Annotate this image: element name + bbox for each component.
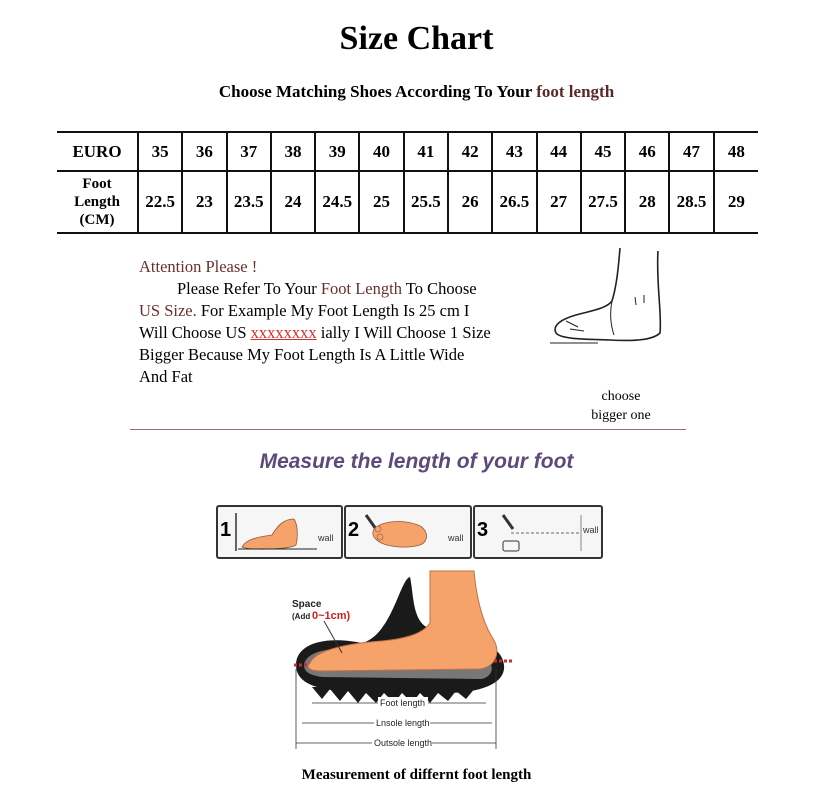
foot-length-cell: 24.5: [315, 171, 359, 233]
euro-size-cell: 36: [182, 132, 226, 171]
foot-length-cell: 23: [182, 171, 226, 233]
foot-length-cell: 25.5: [404, 171, 448, 233]
foot-length-cell: 24: [271, 171, 315, 233]
text-span-redacted: xxxxxxxx: [250, 323, 317, 342]
wall-label: wall: [318, 533, 334, 543]
foot-length-cell: 27: [537, 171, 581, 233]
foot-length-cell: 28: [625, 171, 669, 233]
foot-length-cell: 22.5: [138, 171, 182, 233]
row-label-line: Foot: [82, 176, 112, 192]
euro-size-cell: 41: [404, 132, 448, 171]
step-number: 3: [477, 519, 489, 541]
euro-size-cell: 35: [138, 132, 182, 171]
diagram-caption: Measurement of differnt foot length: [301, 767, 532, 783]
euro-size-cell: 44: [537, 132, 581, 171]
row-label-line: Length: [74, 194, 120, 210]
foot-length-cell: 23.5: [227, 171, 271, 233]
euro-size-cell: 47: [669, 132, 713, 171]
attention-line: [139, 322, 549, 344]
foot-length-cell: 27.5: [581, 171, 625, 233]
attention-line: [139, 278, 549, 300]
foot-length-cell: 28.5: [669, 171, 713, 233]
step-3-box: [473, 505, 603, 559]
foot-length-label: Foot length: [380, 698, 426, 708]
step-1-foot-icon: [232, 511, 322, 553]
foot-length-cell: 26: [448, 171, 492, 233]
row-label-line: (CM): [79, 212, 115, 228]
text-span: ially I Will Choose 1 Size: [316, 323, 491, 342]
foot-length-cell: 26.5: [492, 171, 536, 233]
euro-size-cell: 48: [714, 132, 758, 171]
page-title: Size Chart: [339, 20, 494, 57]
attention-line: [139, 300, 549, 322]
step-number: 2: [348, 519, 360, 541]
size-table: [57, 131, 758, 234]
euro-size-cell: 39: [315, 132, 359, 171]
attention-title: Attention Please !: [139, 257, 258, 276]
space-add-label: (Add: [292, 612, 311, 621]
space-range-label: 0~1cm): [312, 610, 351, 622]
text-span: For Example My Foot Length Is 25 cm I: [196, 301, 470, 320]
euro-size-cell: 46: [625, 132, 669, 171]
attention-line: And Fat: [139, 367, 193, 386]
step-number: 1: [220, 519, 232, 541]
text-span-highlight: Foot Length: [320, 279, 402, 298]
euro-size-cell: 40: [359, 132, 403, 171]
text-span: Please Refer To Your: [177, 279, 321, 298]
foot-sketch-illustration: [540, 243, 670, 363]
row-label-foot-length: [57, 171, 138, 233]
wall-label: wall: [583, 525, 599, 535]
table-row-euro: [57, 132, 758, 171]
text-span: Will Choose US: [139, 323, 251, 342]
wall-label: wall: [448, 533, 464, 543]
step-2-box: [344, 505, 472, 559]
table-row-foot-length: [57, 171, 758, 233]
step-2-foot-icon: [362, 511, 442, 553]
page-subtitle: [0, 82, 833, 102]
subtitle-highlight: foot length: [536, 82, 615, 101]
step-3-paper-icon: [491, 511, 591, 553]
text-span: To Choose: [401, 279, 477, 298]
euro-size-cell: 38: [271, 132, 315, 171]
euro-size-cell: 43: [492, 132, 536, 171]
divider: [130, 429, 686, 430]
note-line: bigger one: [591, 408, 651, 423]
shoe-measurement-diagram: [282, 565, 532, 755]
choose-bigger-note: [585, 387, 657, 425]
attention-note: [139, 256, 549, 388]
euro-size-cell: 42: [448, 132, 492, 171]
measure-heading: Measure the length of your foot: [259, 450, 574, 473]
foot-length-cell: 29: [714, 171, 758, 233]
outsole-length-label: Outsole length: [374, 738, 433, 748]
note-line: choose: [601, 389, 641, 404]
step-1-box: [216, 505, 343, 559]
row-label-euro: EURO: [57, 132, 138, 171]
attention-line: Bigger Because My Foot Length Is A Little Wide: [139, 345, 465, 364]
subtitle-prefix: Choose Matching Shoes According To Your: [218, 82, 537, 101]
foot-length-cell: 25: [359, 171, 403, 233]
insole-length-label: Lnsole length: [376, 718, 430, 728]
euro-size-cell: 37: [227, 132, 271, 171]
text-span-highlight: US Size.: [139, 301, 197, 320]
space-label: Space: [292, 599, 322, 610]
euro-size-cell: 45: [581, 132, 625, 171]
